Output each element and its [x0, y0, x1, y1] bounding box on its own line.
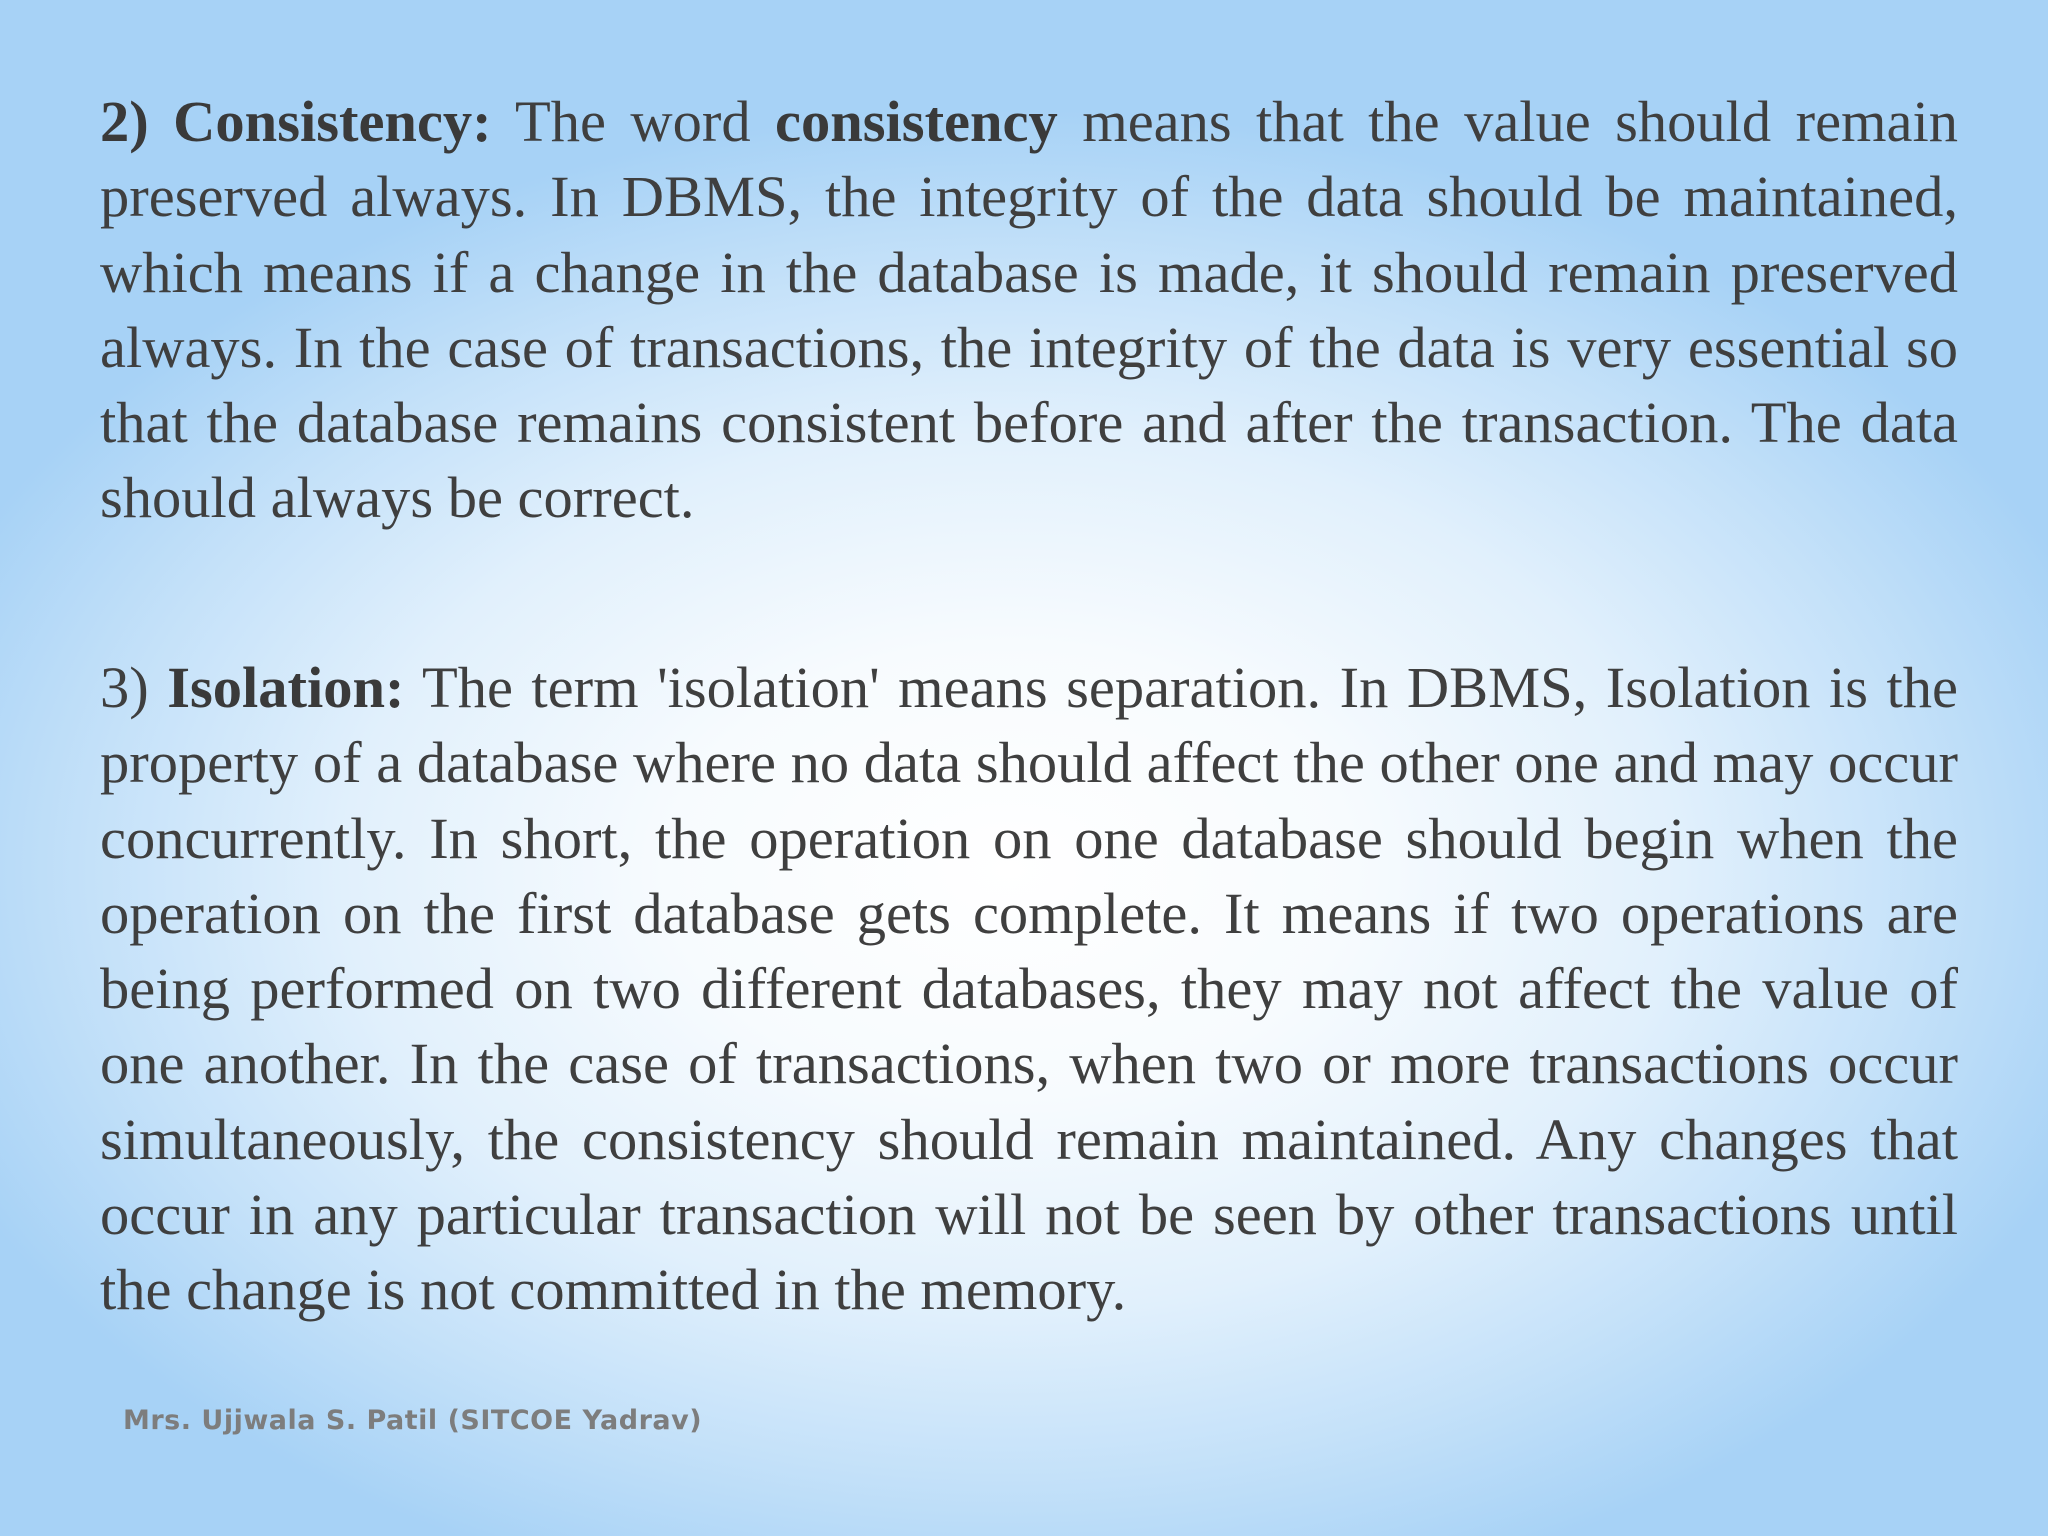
consistency-paragraph	[100, 84, 1958, 536]
consistency-number: 2)	[100, 89, 149, 154]
author-footer: Mrs. Ujjwala S. Patil (SITCOE Yadrav)	[123, 1405, 703, 1436]
isolation-body: The term 'isolation' means separation. In DBMS, Isolation is the property of a database where no data should affect the other one and may occur concurrently. In short, the operation on one database should begin when the operation on the first database gets complete. It means if two operations are being performed on two different databases, they may not affect the value of one another. In the case of transactions, when two or more transactions occur simultaneously, the consistency should remain maintained. Any changes that occur in any particular transaction will not be seen by other transactions until the change is not committed in the memory.	[100, 655, 1958, 1323]
isolation-number: 3)	[100, 655, 149, 720]
consistency-intro: The word	[515, 89, 751, 154]
consistency-keyword: consistency	[775, 89, 1058, 154]
isolation-paragraph	[100, 650, 1958, 1328]
consistency-body: means that the value should remain preserved always. In DBMS, the integrity of the data should be maintained, which means if a change in the database is made, it should remain preserved always. In the case of transactions, the integrity of the data is very essential so that the database remains consistent before and after the transaction. The data should always be correct.	[100, 89, 1959, 531]
isolation-term: Isolation:	[167, 655, 405, 720]
consistency-term: Consistency:	[173, 89, 492, 154]
